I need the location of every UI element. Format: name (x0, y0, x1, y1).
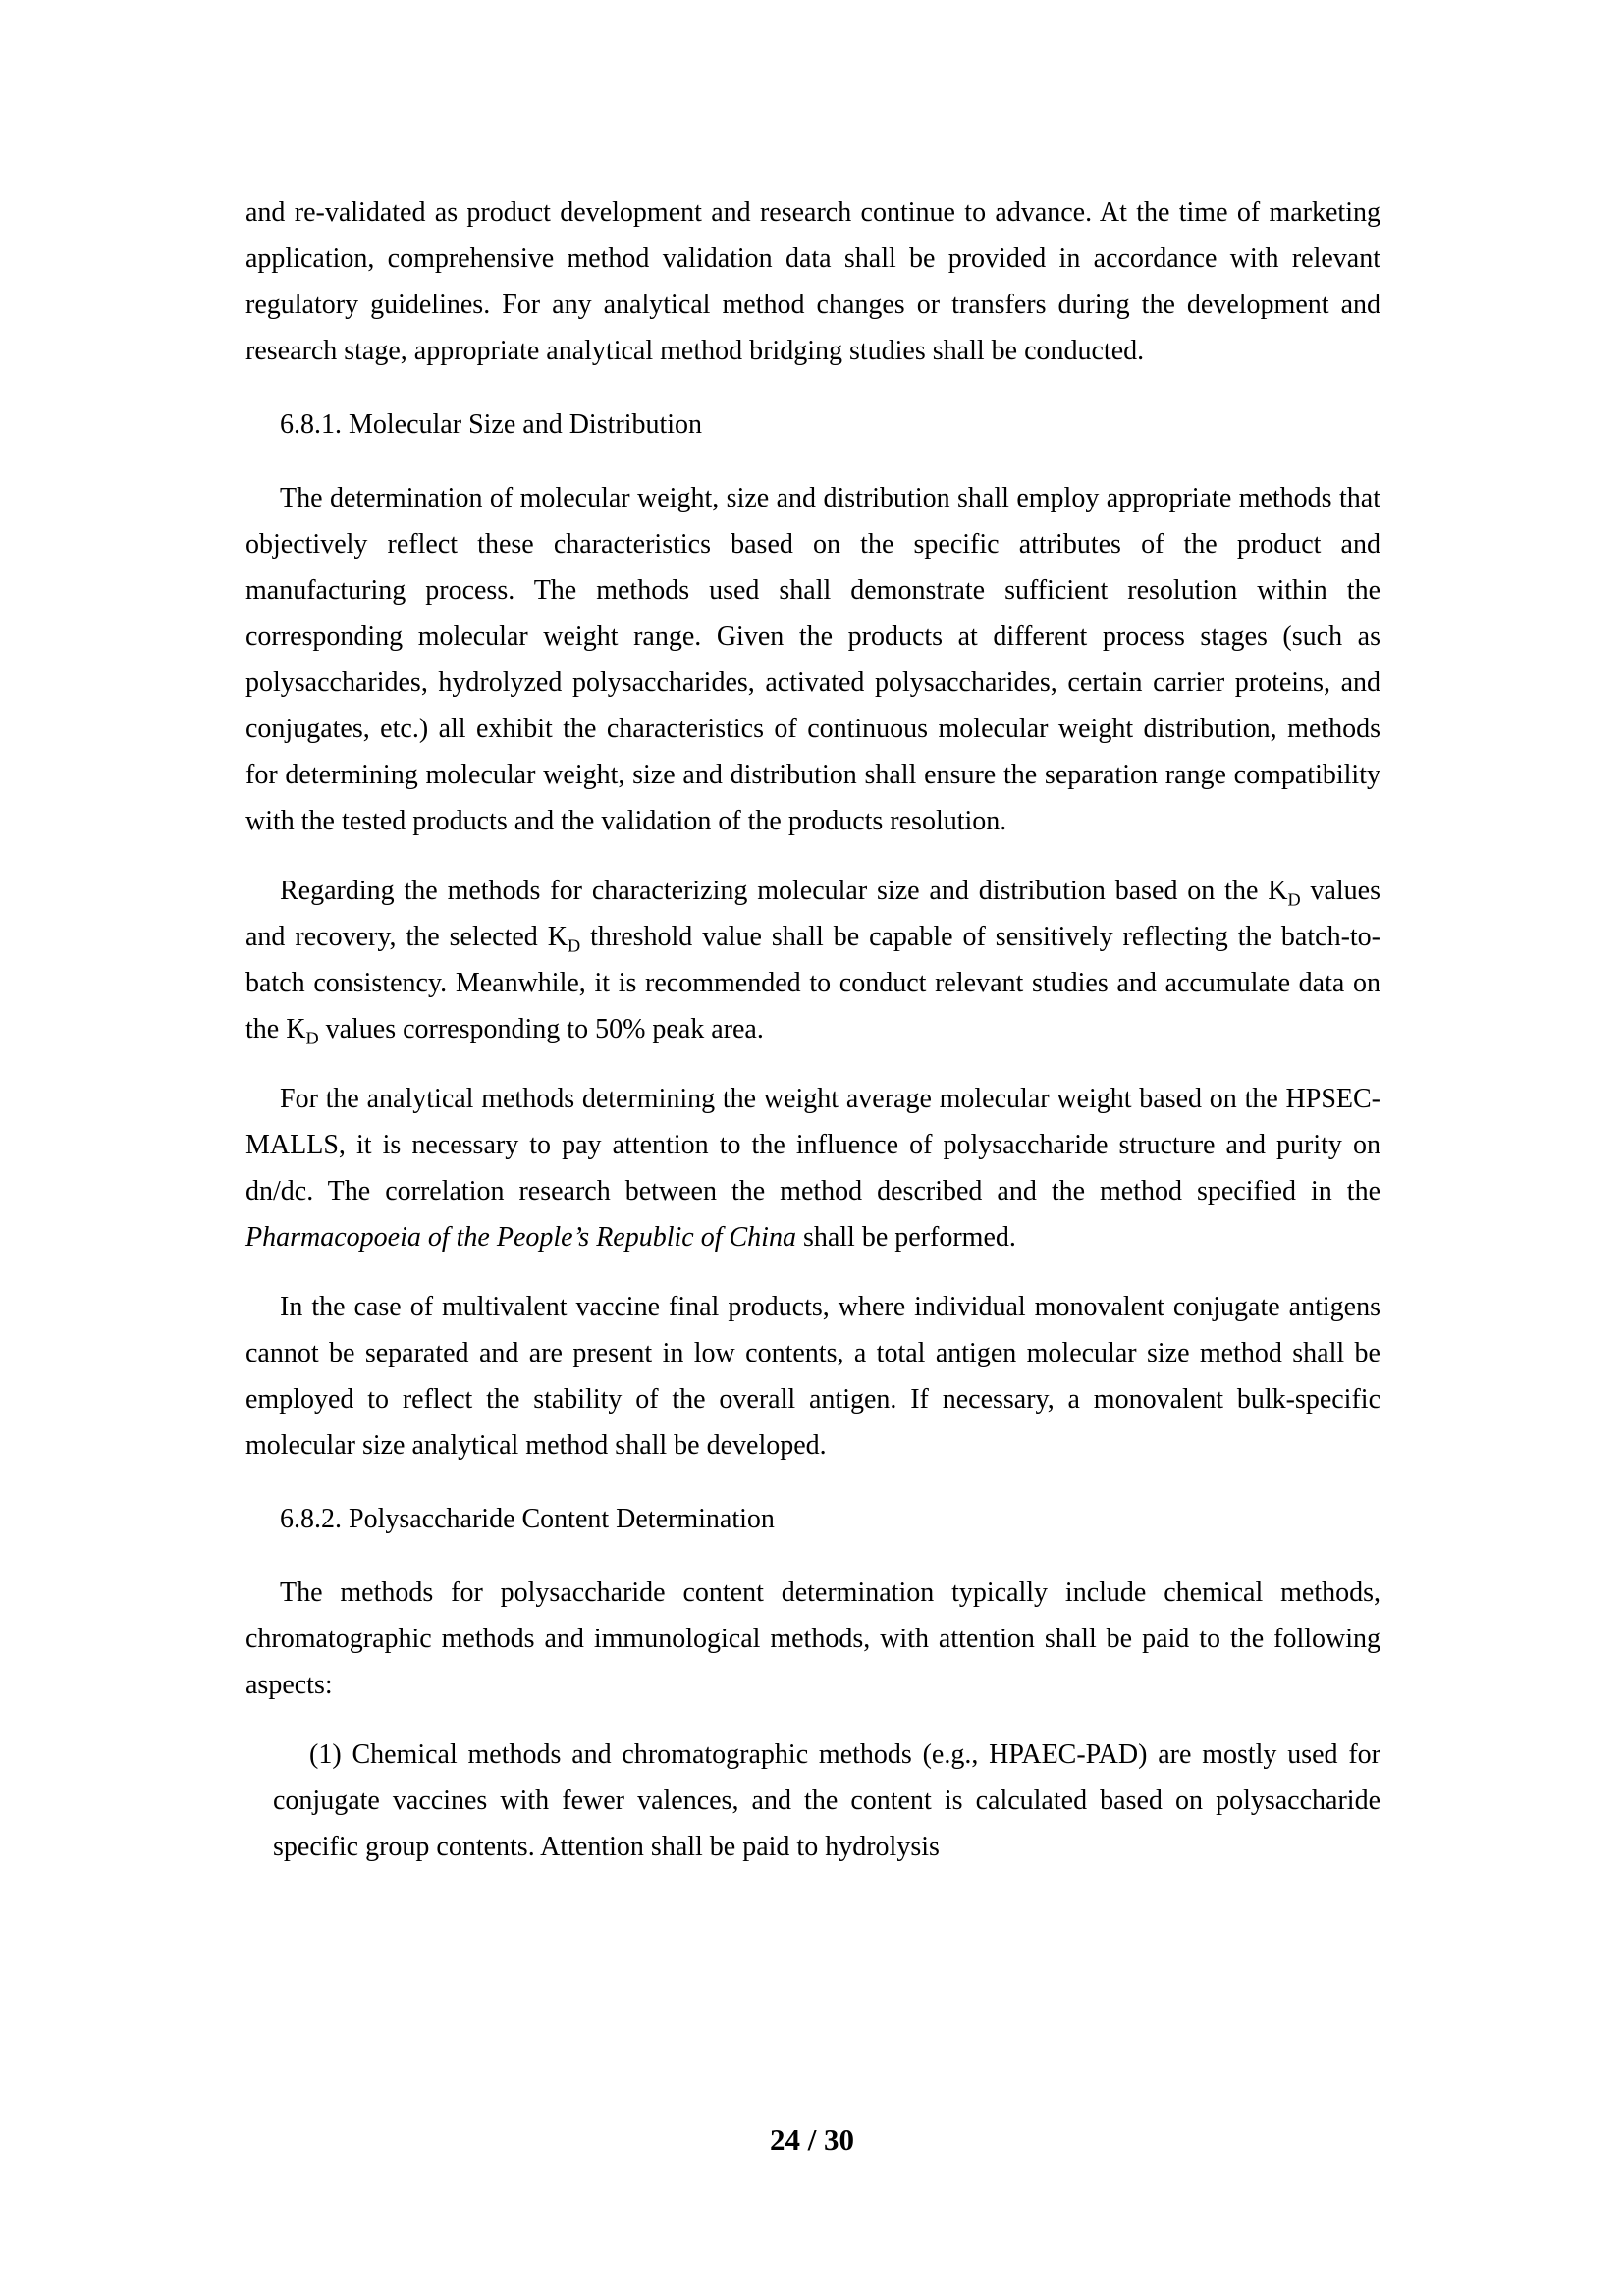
text-run: threshold value shall be capable of sensitively reflecting the batch-to-batch consistency. Meanwhile, it is recommended to conduct relevant studies and accumulate data on the K (245, 922, 1380, 1044)
paragraph (245, 189, 1380, 374)
page-number: 24 / 30 (769, 2122, 855, 2157)
italic-run: Pharmacopoeia of the People’s Republic of China (245, 1222, 796, 1253)
list-item (245, 1732, 1380, 1870)
subscript-run: D (305, 1028, 319, 1048)
paragraph (245, 868, 1380, 1052)
text-run: The methods for polysaccharide content determination typically include chemical methods, chromatographic methods and immunological methods, with attention shall be paid to the following aspects: (245, 1577, 1380, 1700)
text-run: Regarding the methods for characterizing molecular size and distribution based on the K (280, 876, 1288, 906)
subscript-run: D (1287, 889, 1301, 910)
paragraph (245, 1570, 1380, 1708)
text-run: shall be performed. (795, 1222, 1016, 1253)
text-run: In the case of multivalent vaccine final products, where individual monovalent conjugate antigens cannot be separated and are present in low contents, a total antigen molecular size method shall be employed to reflect the stability of the overall antigen. If necessary, a monovalent bulk-specific molecular size analytical method shall be developed. (245, 1292, 1380, 1461)
paragraph (245, 1076, 1380, 1260)
subscript-run: D (567, 935, 581, 956)
document-body (245, 189, 1380, 1894)
text-run: The determination of molecular weight, size and distribution shall employ appropriate methods that objectively reflect these characteristics based on the specific attributes of the product and manufacturing process. The methods used shall demonstrate sufficient resolution within the corresponding molecular weight range. Given the products at different process stages (such as polysaccharides, hydrolyzed polysaccharides, activated polysaccharides, certain carrier proteins, and conjugates, etc.) all exhibit the characteristics of continuous molecular weight distribution, methods for determining molecular weight, size and distribution shall ensure the separation range compatibility with the tested products and the validation of the products resolution. (245, 483, 1380, 836)
heading (245, 1496, 1380, 1542)
text-run: (1) Chemical methods and chromatographic methods (e.g., HPAEC-PAD) are mostly used for conjugate vaccines with fewer valences, and the content is calculated based on polysaccharide specific group contents. Attention shall be paid to hydrolysis (273, 1739, 1380, 1862)
text-run: 6.8.2. Polysaccharide Content Determination (280, 1504, 775, 1534)
paragraph (245, 475, 1380, 844)
text-run: values and recovery, the selected K (245, 876, 1381, 952)
text-run: and re-validated as product development and research continue to advance. At the time of marketing application, comprehensive method validation data shall be provided in accordance with relevant regulatory guidelines. For any analytical method changes or transfers during the development and research stage, appropriate analytical method bridging studies shall be conducted. (245, 197, 1380, 366)
text-run: For the analytical methods determining the weight average molecular weight based on the HPSEC-MALLS, it is necessary to pay attention to the influence of polysaccharide structure and purity on dn/dc. The correlation research between the method described and the method specified in the (245, 1084, 1380, 1206)
paragraph (245, 1284, 1380, 1468)
text-run: 6.8.1. Molecular Size and Distribution (280, 409, 703, 440)
text-run: values corresponding to 50% peak area. (318, 1014, 764, 1044)
heading (245, 401, 1380, 448)
